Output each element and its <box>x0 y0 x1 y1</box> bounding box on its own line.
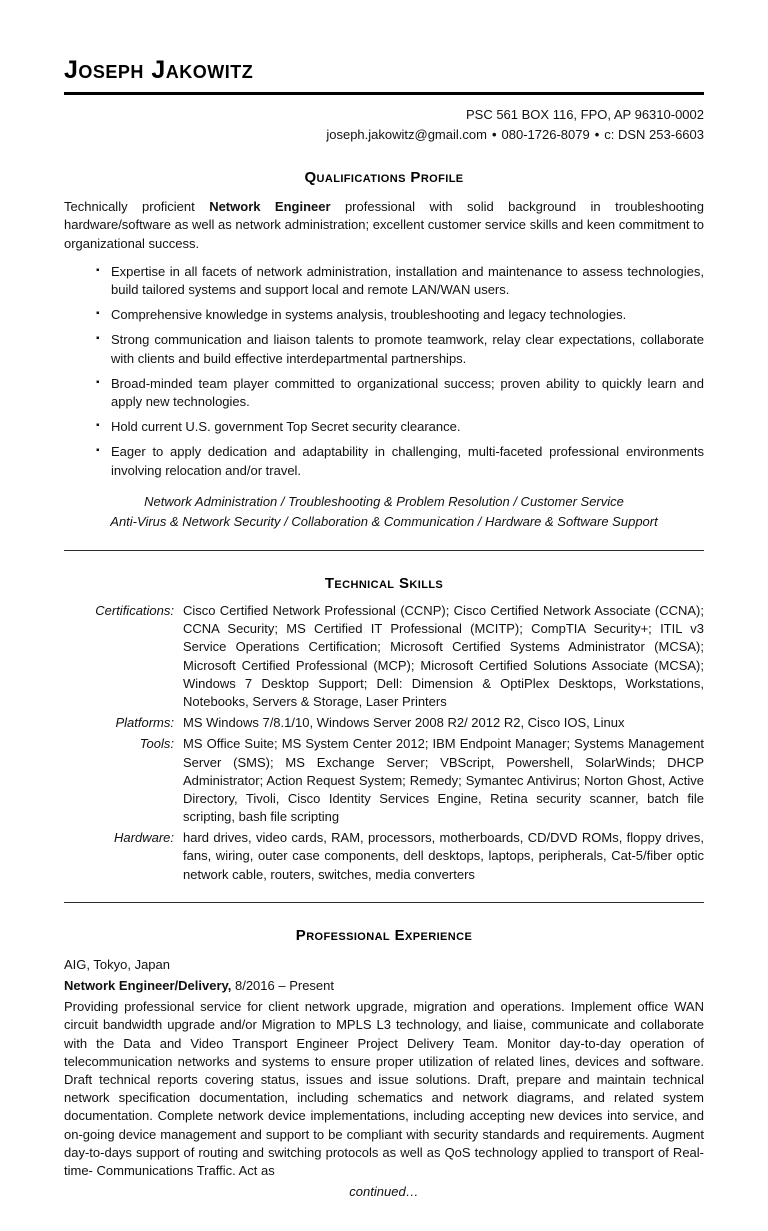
contact-phone: 080-1726-8079 <box>501 127 590 143</box>
experience-heading: Professional Experience <box>295 926 473 944</box>
keywords-line: Anti-Virus & Network Security / Collaboration & Communication / Hardware & Software Support <box>110 513 658 529</box>
keywords-line: Network Administration / Troubleshooting & Problem Resolution / Customer Service <box>144 493 624 509</box>
skill-row-label: Platforms: <box>115 715 174 731</box>
skill-row-value: hard drives, video cards, RAM, processors, motherboards, CD/DVD ROMs, floppy drives, fans, wiring, outer case components, dell desktops, laptops, peripherals, Cat-5/fiber optic network cable, routers, switches, media converters <box>183 830 704 882</box>
qualifications-intro <box>64 198 704 253</box>
technical-skills-heading: Technical Skills <box>324 575 444 592</box>
skill-row-value: Cisco Certified Network Professional (CCNP); Cisco Certified Network Associate (CCNA); CCNA Security; MS Certified IT Professional (MCITP); CompTIA Security+; ITIL v3 Service Operations Certification; Microsoft Certified Systems Administrator (MCSA); Microsoft Certified Professional (MCP); Microsoft Certified Solutions Associate (MCSA); Windows 7 Desktop Support; Dell: Dimension & OptiPlex Desktops, Workstations, Notebooks, Servers & Storage, Laser Printers <box>183 603 704 709</box>
skills-table <box>78 602 704 884</box>
skill-row-value: MS Windows 7/8.1/10, Windows Server 2008 R2/ 2012 R2, Cisco IOS, Linux <box>183 715 625 731</box>
qualifications-heading: Qualifications Profile <box>304 169 464 187</box>
contact-dsn: c: DSN 253-6603 <box>604 127 704 143</box>
section-divider <box>64 902 704 903</box>
section-divider <box>64 550 704 551</box>
skill-row-label: Hardware: <box>114 830 174 846</box>
contact-block <box>64 105 704 145</box>
section-technical-skills <box>64 575 704 903</box>
contact-address: PSC 561 BOX 116, FPO, AP 96310-0002 <box>465 107 704 122</box>
list-item: ▪ Hold current U.S. government Top Secret security clearance. <box>96 418 704 436</box>
intro-text-role: Network Engineer <box>209 199 331 215</box>
job-description: Providing professional service for client network upgrade, migration and operations. Implement office WAN circuit bandwidth upgrade and/or Migration to MPLS L3 technology, and liaise, communicate and collaborate with the Data and Video Transport Engineer Project Delivery Team. Monitor day-to-day operation of telecommunication networks and systems to ensure proper utilization of related lines, devices and software. Draft technical reports covering status, issues and issue solutions. Draft, prepare and maintain technical network specification documentation, including schematics and network diagrams, and related system documentation. Complete network device implementations, including accepting new devices into service, and on-going device management and support to be compliant with security standards and requirements. Augment day-to-days support of routing and switching protocols as well as QoS technology applied to transport of Real-time- Communications Traffic. Act as <box>64 999 704 1178</box>
contact-line <box>64 125 704 145</box>
keywords-block <box>64 492 704 532</box>
intro-text-post: professional with solid background in troubleshooting hardware/software as well as network administration; excellent customer service skills and keen commitment to organizational success. <box>64 199 704 251</box>
candidate-name: Joseph Jakowitz <box>64 56 254 84</box>
skill-row-label: Tools: <box>139 736 174 752</box>
qualifications-bullet-list <box>64 263 704 480</box>
intro-text-pre: Technically proficient <box>64 199 210 215</box>
job-title-line <box>64 977 704 995</box>
company-location: AIG, Tokyo, Japan <box>64 956 170 972</box>
list-item: ▪ Broad-minded team player committed to organizational success; proven ability to quickly learn and apply new technologies. <box>96 375 704 411</box>
skill-row-label: Certifications: <box>95 603 174 618</box>
section-qualifications <box>64 169 704 551</box>
skill-row-value: MS Office Suite; MS System Center 2012; IBM Endpoint Manager; Systems Management Server (SMS); MS Exchange Server; VBScript, Powershell, SolarWinds; DHCP Administrator; Action Request System; Remedy; Symantec Antivirus; Norton Ghost, Active Directory, Tivoli, Cisco Identity Services Engine, Retina security scanner, batch file scripting, bash file scripting <box>183 736 704 825</box>
job-dates: 8/2016 – Present <box>231 978 335 993</box>
bullet-separator-icon: • <box>491 127 497 143</box>
list-item: ▪ Expertise in all facets of network administration, installation and maintenance to assess technologies, build tailored systems and support local and remote LAN/WAN users. <box>96 263 704 299</box>
list-item: ▪ Eager to apply dedication and adaptability in challenging, multi-faceted professional environments involving relocation and/or travel. <box>96 443 704 479</box>
bullet-separator-icon: • <box>594 127 600 143</box>
list-item: ▪ Strong communication and liaison talents to promote teamwork, relay clear expectations, collaborate with clients and build effective interdepartmental partnerships. <box>96 331 704 367</box>
resume-header <box>64 56 704 145</box>
header-divider <box>64 92 704 95</box>
continued-note: continued… <box>349 1184 419 1200</box>
section-experience <box>64 927 704 1199</box>
list-item: ▪ Comprehensive knowledge in systems analysis, troubleshooting and legacy technologies. <box>96 306 704 324</box>
contact-email: joseph.jakowitz@gmail.com <box>326 127 487 143</box>
job-title: Network Engineer/Delivery, <box>64 978 232 993</box>
